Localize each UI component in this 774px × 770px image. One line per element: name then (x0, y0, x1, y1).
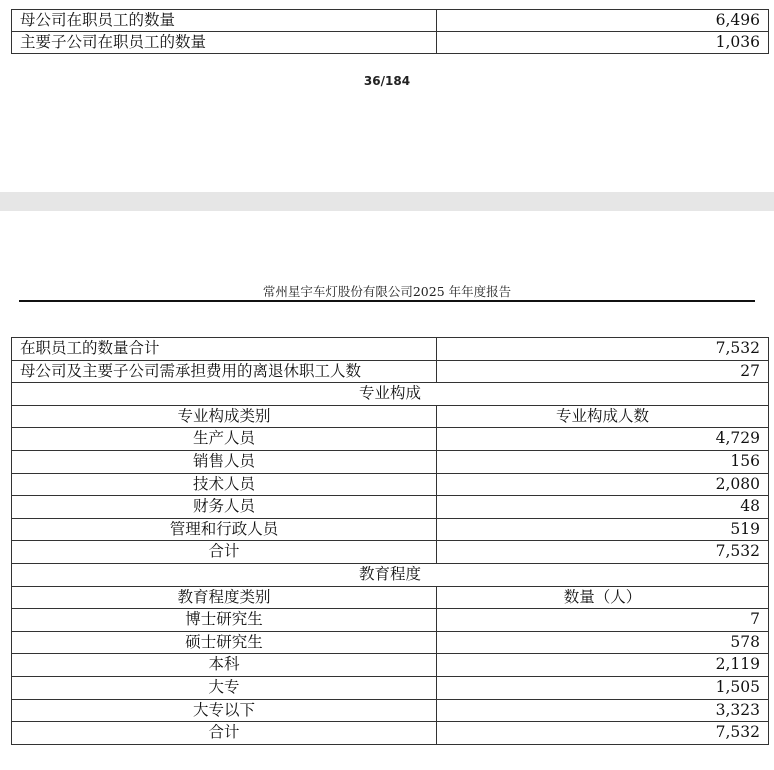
row-value: 1,036 (437, 32, 769, 54)
row-value: 156 (437, 450, 769, 473)
column-header-row (12, 586, 769, 609)
section-header-row (12, 563, 769, 586)
table-row (12, 654, 769, 677)
report-header-title: 常州星宇车灯股份有限公司2025 年年度报告 (262, 284, 512, 299)
row-value: 4,729 (437, 428, 769, 451)
page-break-divider (0, 192, 774, 211)
table-row (12, 631, 769, 654)
column-header: 专业构成类别 (12, 405, 437, 428)
row-value: 7,532 (437, 338, 769, 361)
row-label: 本科 (12, 654, 437, 677)
row-label: 销售人员 (12, 450, 437, 473)
row-label: 财务人员 (12, 496, 437, 519)
table-row (12, 699, 769, 722)
table-row (12, 722, 769, 745)
table-row (12, 450, 769, 473)
row-value: 2,080 (437, 473, 769, 496)
employee-composition-table (11, 337, 769, 745)
row-label: 母公司及主要子公司需承担费用的离退休职工人数 (12, 360, 437, 383)
row-label: 大专以下 (12, 699, 437, 722)
row-label: 博士研究生 (12, 609, 437, 632)
table-row (12, 32, 769, 54)
row-label: 母公司在职员工的数量 (12, 10, 437, 32)
row-label: 大专 (12, 676, 437, 699)
column-header: 教育程度类别 (12, 586, 437, 609)
table-row (12, 428, 769, 451)
row-value: 519 (437, 518, 769, 541)
table-row (12, 609, 769, 632)
table-row (12, 360, 769, 383)
row-label: 生产人员 (12, 428, 437, 451)
row-label: 合计 (12, 541, 437, 564)
page-number: 36/184 (363, 74, 411, 88)
section-header-row (12, 383, 769, 406)
row-value: 7 (437, 609, 769, 632)
table-row (12, 496, 769, 519)
table-row (12, 518, 769, 541)
table-row (12, 338, 769, 361)
row-value: 27 (437, 360, 769, 383)
row-value: 578 (437, 631, 769, 654)
column-header: 专业构成人数 (437, 405, 769, 428)
parent-staff-table (11, 9, 769, 54)
row-value: 3,323 (437, 699, 769, 722)
table-row (12, 473, 769, 496)
row-value: 2,119 (437, 654, 769, 677)
row-label: 管理和行政人员 (12, 518, 437, 541)
section-title: 教育程度 (12, 563, 769, 586)
row-label: 技术人员 (12, 473, 437, 496)
row-value: 1,505 (437, 676, 769, 699)
row-value: 48 (437, 496, 769, 519)
row-value: 6,496 (437, 10, 769, 32)
row-label: 合计 (12, 722, 437, 745)
header-rule (19, 300, 755, 302)
column-header: 数量（人） (437, 586, 769, 609)
section-title: 专业构成 (12, 383, 769, 406)
table-row (12, 676, 769, 699)
row-label: 在职员工的数量合计 (12, 338, 437, 361)
row-label: 硕士研究生 (12, 631, 437, 654)
table-row (12, 10, 769, 32)
row-label: 主要子公司在职员工的数量 (12, 32, 437, 54)
column-header-row (12, 405, 769, 428)
table-row (12, 541, 769, 564)
row-value: 7,532 (437, 722, 769, 745)
row-value: 7,532 (437, 541, 769, 564)
